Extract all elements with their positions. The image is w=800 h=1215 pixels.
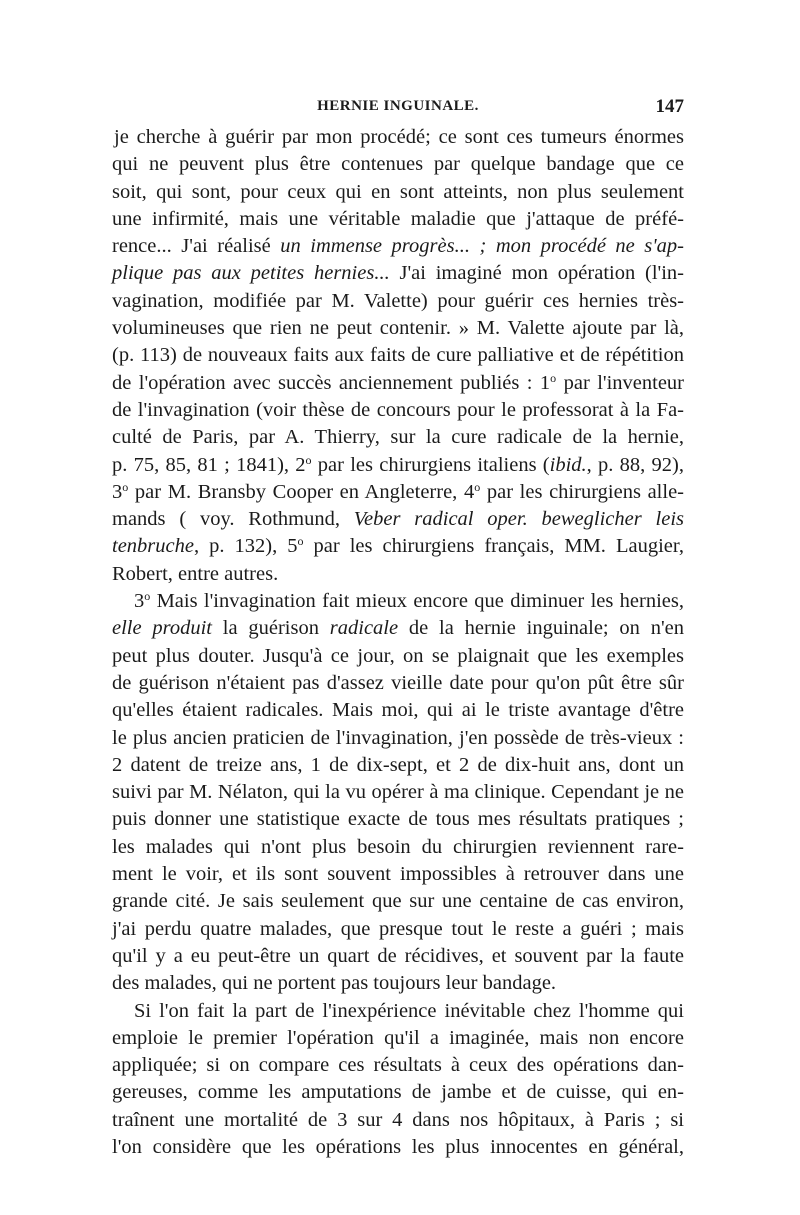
text-run: suivi par M. Nélaton, qui la vu opérer à ma clinique. Cependant je ne	[112, 781, 684, 804]
text-run: de l'invagination (voir thèse de concours pour le professorat à la Fa-	[112, 398, 684, 421]
text-run: 3	[134, 590, 145, 613]
line-measure	[112, 836, 684, 858]
text-line	[112, 1052, 684, 1079]
line-measure	[112, 754, 684, 776]
text-run: grande cité. Je sais seulement que sur une centaine de cas environ,	[112, 890, 684, 913]
text-run: Mais l'invagination fait mieux encore que diminuer les hernies,	[150, 590, 684, 613]
text-line	[112, 916, 684, 943]
line-measure	[112, 727, 684, 749]
line-measure	[112, 508, 684, 530]
text-line	[112, 834, 684, 861]
text-line	[112, 424, 684, 451]
line-measure	[112, 426, 684, 448]
line-measure	[112, 454, 684, 476]
line-measure	[112, 262, 684, 284]
text-run: appliquée; si on compare ces résultats à ceux des opérations dan-	[112, 1054, 684, 1077]
text-run: rence... J'ai réalisé	[112, 235, 281, 258]
text-run: par l'inventeur	[556, 371, 684, 394]
line-measure	[112, 535, 684, 557]
text-line	[112, 861, 684, 888]
text-line	[112, 260, 684, 287]
text-line	[112, 1079, 684, 1106]
text-run: l'on considère que les opérations les plus innocentes en général,	[112, 1135, 684, 1158]
text-run: emploie le premier l'opération qu'il a imaginée, mais non encore	[112, 1026, 684, 1049]
text-run: traînent une mortalité de 3 sur 4 dans nos hôpitaux, à Paris ; si	[112, 1108, 684, 1131]
line-measure	[112, 1054, 684, 1076]
line-measure	[112, 1136, 684, 1158]
text-line	[112, 561, 684, 588]
line-measure	[112, 645, 684, 667]
text-line	[112, 970, 684, 997]
text-line	[112, 588, 684, 615]
line-measure	[134, 1000, 684, 1022]
line-measure	[112, 890, 684, 912]
text-run: ment le voir, et ils sont souvent impossibles à retrouver dans une	[112, 863, 684, 886]
line-measure	[112, 481, 684, 503]
text-line	[112, 342, 684, 369]
text-run: de la hernie inguinale; on n'en	[398, 617, 684, 640]
text-run: , p. 132), 5	[193, 535, 298, 558]
line-measure	[112, 617, 684, 639]
text-run: qui ne peuvent plus être contenues par quelque bandage que ce	[112, 153, 684, 176]
text-run: de guérison n'étaient pas d'assez vieille date pour qu'on pût être sûr	[112, 671, 684, 694]
text-run: le plus ancien praticien de l'invagination, j'en possède de très-vieux :	[112, 726, 684, 749]
line-measure	[112, 181, 684, 203]
line-measure	[112, 1081, 684, 1103]
text-line	[112, 288, 684, 315]
text-run: par les chirurgiens français, MM. Laugier,	[303, 535, 684, 558]
text-run: gereuses, comme les amputations de jambe et de cuisse, qui en-	[112, 1081, 684, 1104]
line-measure	[112, 208, 684, 230]
text-run: Si l'on fait la part de l'inexpérience inévitable chez l'homme qui	[134, 999, 684, 1022]
text-run: 3	[112, 480, 123, 503]
line-measure	[112, 317, 684, 339]
text-line	[112, 1107, 684, 1134]
text-run: , p. 88, 92),	[586, 453, 684, 476]
text-run: qu'il y a eu peut-être un quart de récidives, et souvent par la faute	[112, 944, 684, 967]
text-run: par M. Bransby Cooper en Angleterre, 4	[128, 480, 475, 503]
line-measure	[112, 918, 684, 940]
line-measure	[112, 781, 684, 803]
text-run: de l'opération avec succès anciennement publiés : 1	[112, 371, 551, 394]
line-measure	[112, 563, 278, 585]
text-run: (p. 113) de nouveaux faits aux faits de cure palliative et de répétition	[112, 344, 684, 367]
running-title: HERNIE INGUINALE.	[317, 98, 479, 114]
line-measure	[112, 1027, 684, 1049]
text-run: vagination, modifiée par M. Valette) pour guérir ces hernies très-	[112, 289, 684, 312]
text-line	[112, 179, 684, 206]
text-line	[112, 779, 684, 806]
line-measure	[112, 399, 684, 421]
page-header	[112, 98, 684, 122]
italic-quote: un immense progrès... ; mon procédé ne s'ap-	[280, 235, 684, 258]
text-line	[112, 397, 684, 424]
text-line	[112, 943, 684, 970]
line-measure	[112, 972, 556, 994]
text-line	[112, 725, 684, 752]
text-line	[112, 315, 684, 342]
line-measure	[112, 863, 684, 885]
text-run: o	[144, 589, 151, 604]
text-run: soit, qui sont, pour ceux qui en sont atteints, non plus seulement	[112, 180, 684, 203]
text-run: volumineuses que rien ne peut contenir. » M. Valette ajoute par là,	[112, 317, 684, 340]
text-run: qu'elles étaient radicales. Mais moi, qui ai le triste avantage d'être	[112, 699, 684, 722]
line-measure	[112, 699, 684, 721]
text-run: les malades qui n'ont plus besoin du chirurgien reviennent rare-	[112, 835, 684, 858]
text-line	[112, 670, 684, 697]
text-run: je cherche à guérir par mon procédé; ce sont ces tumeurs énormes	[114, 126, 684, 148]
text-run: o	[122, 479, 129, 494]
italic-emphasis: elle produit	[112, 617, 212, 640]
line-measure	[112, 945, 684, 967]
text-line	[112, 643, 684, 670]
text-run: o	[550, 370, 557, 385]
text-run: mands ( voy. Rothmund,	[112, 508, 354, 531]
line-measure	[112, 672, 684, 694]
text-line	[112, 752, 684, 779]
text-run: Robert, entre autres.	[112, 562, 279, 585]
text-run: o	[474, 479, 481, 494]
text-run: des malades, qui ne portent pas toujours leur bandage.	[112, 972, 557, 995]
italic-title: Veber radical oper. beweglicher leis	[353, 508, 684, 531]
text-line	[112, 370, 684, 397]
text-line	[112, 206, 684, 233]
text-run: la guérison	[212, 617, 330, 640]
text-run: une infirmité, mais une véritable maladie que j'attaque de préfé-	[112, 207, 684, 230]
line-measure	[112, 372, 684, 394]
line-measure	[112, 808, 684, 830]
text-run: j'ai perdu quatre malades, que presque tout le reste a guéri ; mais	[112, 917, 684, 940]
text-run: 2 datent de treize ans, 1 de dix-sept, et 2 de dix-huit ans, dont un	[112, 753, 684, 776]
text-run: o	[305, 452, 312, 467]
text-line	[112, 233, 684, 260]
text-line	[112, 479, 684, 506]
text-run: p. 75, 85, 81 ; 1841), 2	[112, 453, 306, 476]
line-measure	[112, 235, 684, 257]
text-line	[112, 998, 684, 1025]
page-number: 147	[655, 96, 684, 117]
text-line	[112, 1134, 684, 1161]
line-measure	[134, 590, 684, 612]
line-measure	[112, 1109, 684, 1131]
text-run: par les chirurgiens italiens (	[311, 453, 550, 476]
text-line	[112, 615, 684, 642]
body-text	[112, 124, 684, 1161]
text-line	[112, 1025, 684, 1052]
italic-emphasis: radicale	[329, 617, 399, 640]
text-line	[112, 124, 684, 151]
text-run: puis donner une statistique exacte de tous mes résultats pratiques ;	[112, 808, 684, 831]
text-run: o	[297, 534, 304, 549]
italic-quote: plique pas aux petites hernies...	[112, 262, 390, 285]
line-measure	[112, 153, 684, 175]
text-line	[112, 506, 684, 533]
text-line	[112, 151, 684, 178]
italic-title: tenbruche	[112, 535, 194, 558]
line-measure	[112, 344, 684, 366]
line-measure	[114, 126, 684, 148]
text-run: par les chirurgiens alle-	[480, 480, 684, 503]
text-line	[112, 888, 684, 915]
italic-ref: ibid.	[549, 453, 587, 476]
text-line	[112, 697, 684, 724]
line-measure	[112, 290, 684, 312]
text-line	[112, 806, 684, 833]
text-line	[112, 533, 684, 560]
text-run: peut plus douter. Jusqu'à ce jour, on se plaignait que les exemples	[112, 644, 684, 667]
text-run: J'ai imaginé mon opération (l'in-	[389, 262, 684, 285]
text-line	[112, 452, 684, 479]
text-run: culté de Paris, par A. Thierry, sur la cure radicale de la hernie,	[112, 426, 684, 449]
